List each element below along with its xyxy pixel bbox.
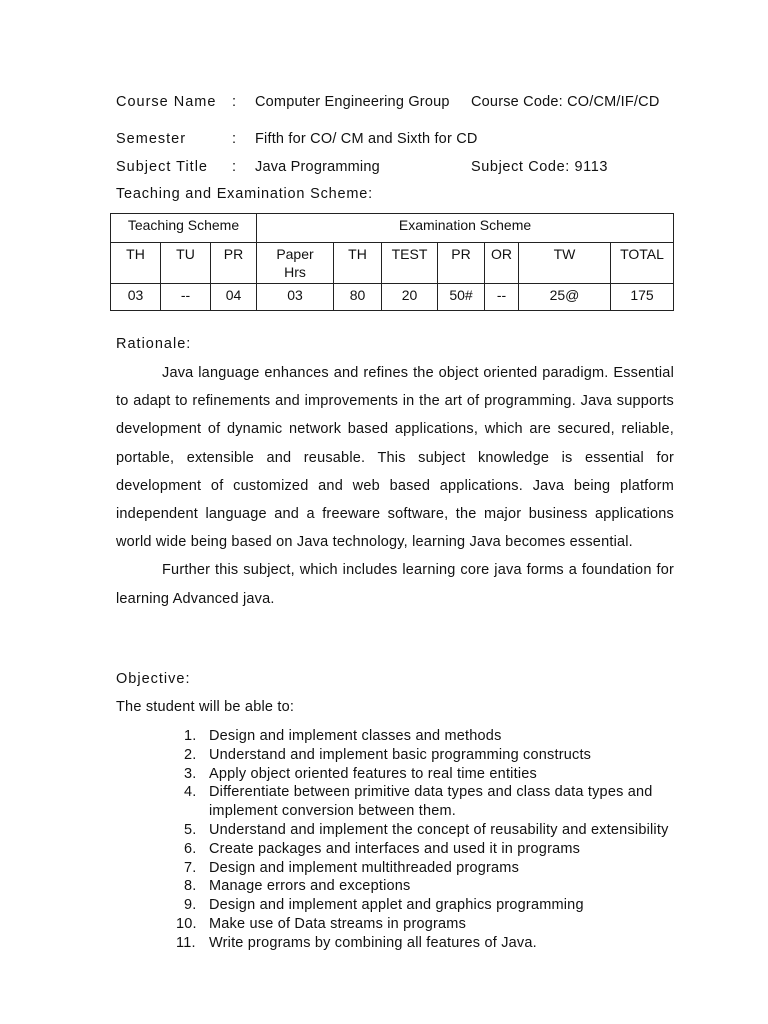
list-item-number: 11. (176, 934, 196, 951)
list-item (162, 859, 702, 878)
list-item-text: Differentiate between primitive data types and class data types and implement conversion between them. (209, 784, 653, 820)
list-item-text: Design and implement applet and graphics programming (209, 897, 584, 914)
list-item (162, 821, 702, 840)
table-cell: -- (485, 284, 519, 311)
rationale-body (116, 359, 674, 613)
subject-code: Subject Code: 9113 (471, 159, 609, 175)
list-item-text: Design and implement classes and methods (209, 728, 502, 744)
list-item-number: 4. (184, 784, 197, 801)
column-header: Paper Hrs (257, 243, 334, 284)
table-cell: 175 (611, 284, 674, 311)
course-name-label: Course Name (116, 94, 217, 110)
list-item (162, 765, 702, 784)
table-cell: 04 (211, 284, 257, 311)
column-header: TOTAL (611, 243, 674, 284)
rationale-heading: Rationale: (116, 336, 192, 352)
rationale-paragraph: Further this subject, which includes learning core java forms a foundation for learning Advanced java. (116, 562, 674, 607)
column-header: TW (519, 243, 611, 284)
list-item-text: Understand and implement basic programming constructs (209, 746, 592, 763)
list-item-text: Understand and implement the concept of reusability and extensibility (209, 821, 669, 838)
table-cell: 03 (111, 284, 161, 311)
list-item-number: 2. (184, 746, 197, 763)
list-item-number: 10. (176, 915, 197, 932)
list-item (162, 877, 702, 896)
table-cell: 20 (382, 284, 438, 311)
course-name-value: Computer Engineering Group (255, 94, 450, 110)
scheme-heading: Teaching and Examination Scheme: (116, 186, 373, 202)
list-item (162, 727, 702, 746)
table-cell: -- (161, 284, 211, 311)
subject-title-colon: : (232, 159, 237, 175)
subject-title-value: Java Programming (255, 159, 380, 175)
column-header: TH (111, 243, 161, 284)
list-item-text: Manage errors and exceptions (209, 878, 411, 895)
rationale-paragraph: Java language enhances and refines the object oriented paradigm. Essential to adapt to refinements and improvements in the art of programming. Java supports development of dynamic network based applications, which are secured, reliable, portable, extensible and reusable. This subject knowledge is essential for development of customized and web based applications. Java being platform independent language and a freeware software, the major business applications world wide being based on Java technology, learning Java becomes essential. (116, 365, 674, 551)
list-item-number: 8. (184, 878, 197, 895)
list-item (162, 915, 702, 934)
list-item-number: 3. (184, 765, 197, 782)
column-header: PR (211, 243, 257, 284)
table-cell: 50# (438, 284, 485, 311)
table-cell: 03 (257, 284, 334, 311)
teaching-scheme-header: Teaching Scheme (111, 214, 257, 243)
examination-scheme-header: Examination Scheme (257, 214, 674, 243)
objective-heading: Objective: (116, 671, 191, 687)
list-item (162, 896, 702, 915)
list-item-text: Create packages and interfaces and used it in programs (209, 840, 581, 857)
list-item-number: 7. (184, 859, 197, 876)
semester-colon: : (232, 131, 237, 147)
objective-list (162, 727, 702, 953)
list-item (162, 746, 702, 765)
list-item (162, 934, 702, 953)
list-item-number: 6. (184, 840, 197, 857)
list-item-number: 5. (184, 821, 197, 838)
column-header: TU (161, 243, 211, 284)
list-item-number: 1. (184, 728, 197, 744)
list-item-text: Design and implement multithreaded programs (209, 859, 520, 876)
list-item-text: Make use of Data streams in programs (209, 915, 467, 932)
column-header: PR (438, 243, 485, 284)
column-header: TEST (382, 243, 438, 284)
table-cell: 80 (334, 284, 382, 311)
table-cell: 25@ (519, 284, 611, 311)
objective-intro: The student will be able to: (116, 699, 295, 715)
list-item-text: Write programs by combining all features of Java. (209, 934, 537, 951)
course-name-colon: : (232, 94, 237, 110)
list-item (162, 840, 702, 859)
column-header: TH (334, 243, 382, 284)
semester-label: Semester (116, 131, 187, 147)
list-item-number: 9. (184, 897, 197, 914)
scheme-table (110, 213, 674, 311)
list-item (162, 783, 702, 821)
list-item-text: Apply object oriented features to real time entities (209, 765, 537, 782)
column-header: OR (485, 243, 519, 284)
semester-value: Fifth for CO/ CM and Sixth for CD (255, 131, 478, 147)
subject-title-label: Subject Title (116, 159, 208, 175)
course-code: Course Code: CO/CM/IF/CD (471, 94, 660, 110)
